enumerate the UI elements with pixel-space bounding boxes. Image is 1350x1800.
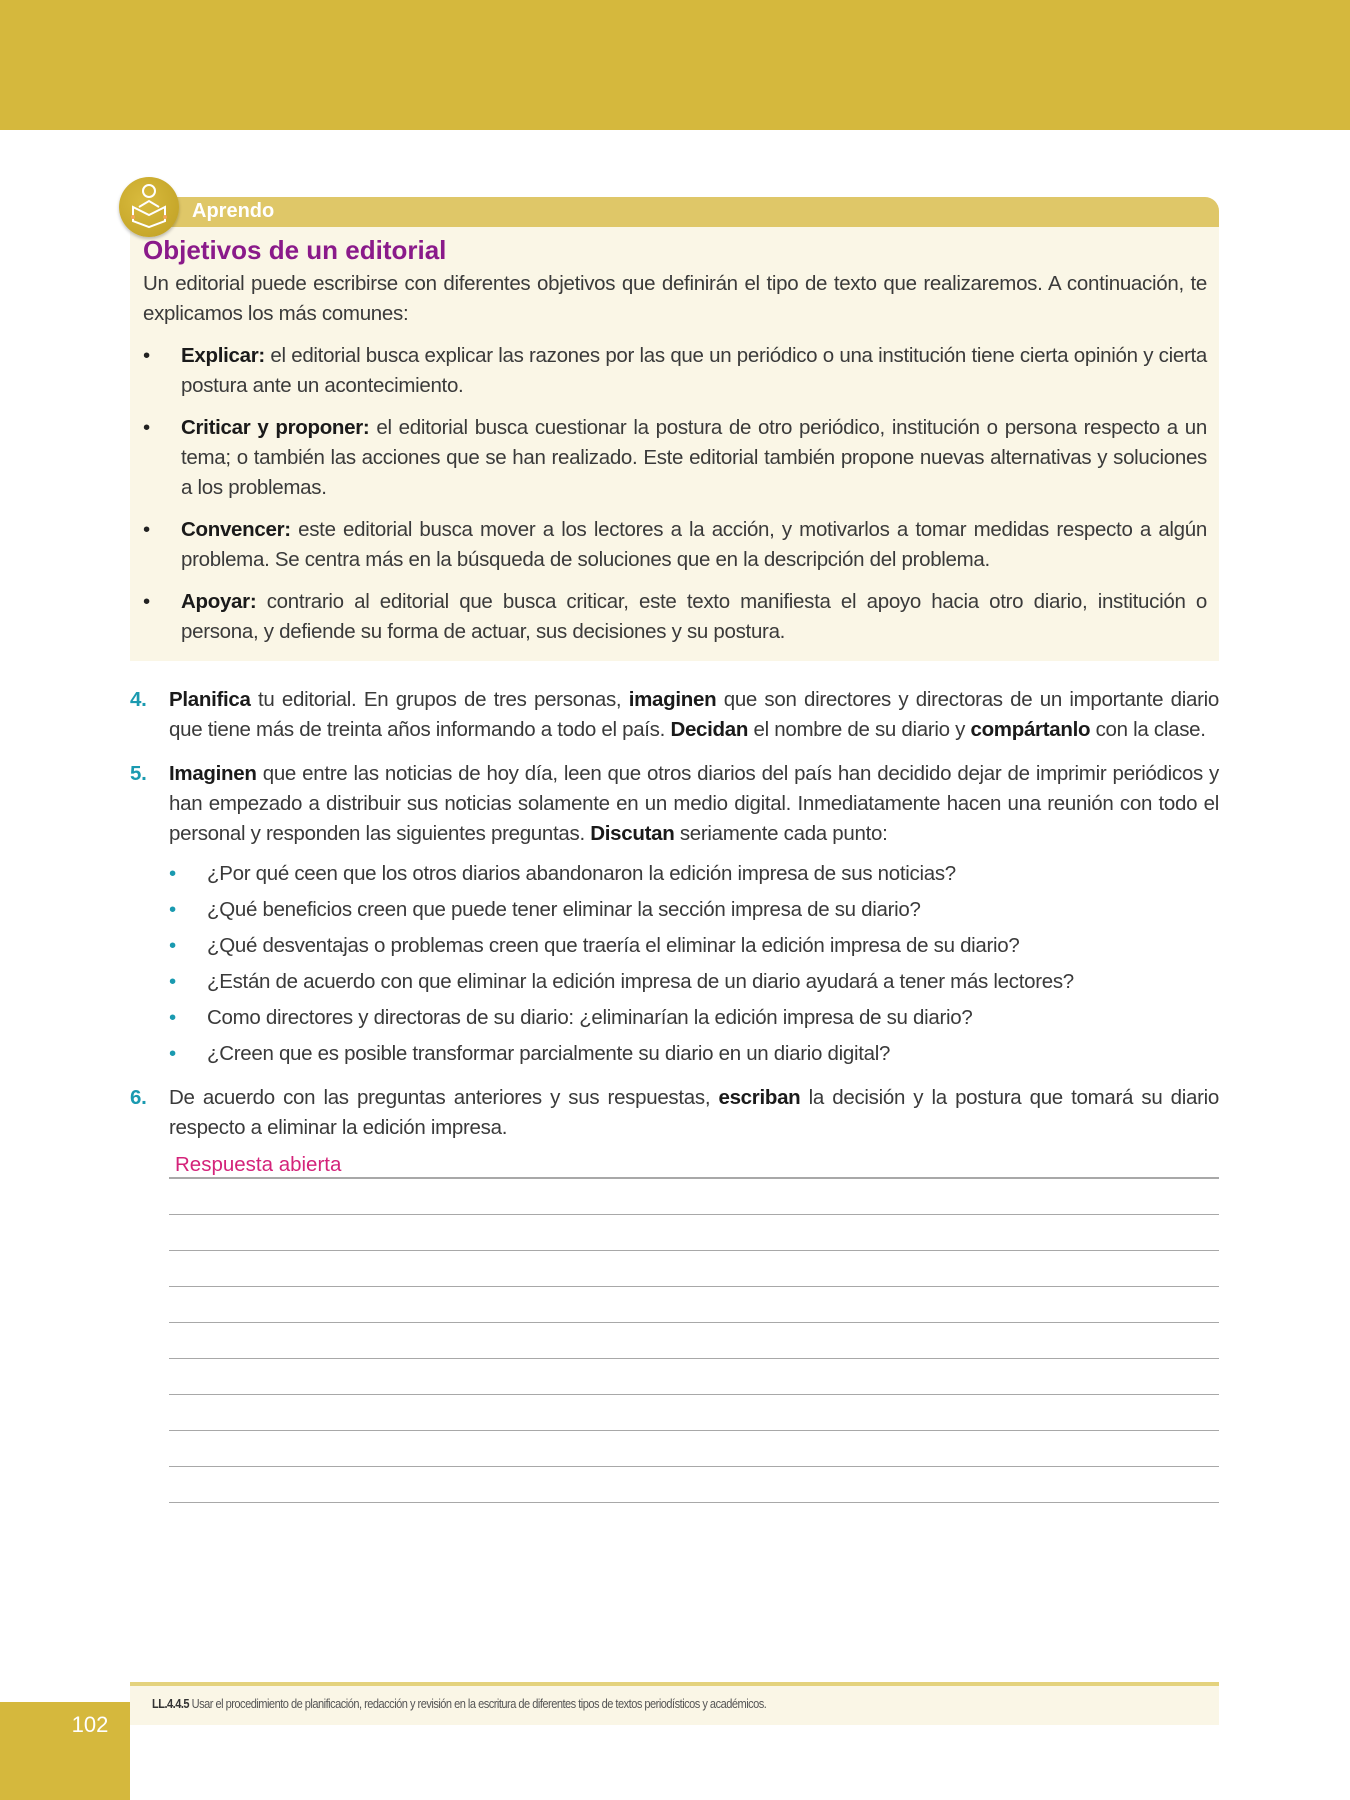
objective-text <box>181 416 1207 499</box>
objective-item: • Apoyar: contrario al editorial que busca criticar, este texto manifiesta el apoyo hacia otro diario, institución o persona, y defiende su forma de actuar, sus decisiones y su postura. <box>143 590 1207 643</box>
activity-4 <box>130 685 1219 745</box>
objective-item: • Convencer: este editorial busca mover a los lectores a la acción, y motivarlos a tomar medidas respecto a algún problema. Se centra más en la búsqueda de soluciones que en la descripción del problema. <box>143 518 1207 571</box>
objective-item: • Criticar y proponer: el editorial busca cuestionar la postura de otro periódico, institución o persona respecto a un tema; o también las acciones que se han realizado. Este editorial también propone nuevas alternativas y soluciones a los problemas. <box>143 416 1208 499</box>
activity-6 <box>130 1083 1219 1143</box>
bold-keyword: Criticar y proponer: <box>181 416 370 439</box>
objective-text <box>181 344 1207 397</box>
activity-text <box>169 688 1219 741</box>
answer-lines[interactable] <box>169 1177 1219 1538</box>
bold-keyword: Decidan <box>670 718 749 741</box>
answer-line[interactable] <box>169 1466 1219 1502</box>
question-item: • ¿Creen que es posible transformar parcialmente su diario en un diario digital? <box>169 1042 891 1065</box>
page-number: 102 <box>71 1712 109 1737</box>
activity-text <box>169 1086 1219 1139</box>
answer-text[interactable]: Respuesta abierta <box>175 1153 342 1176</box>
answer-line[interactable] <box>169 1286 1219 1322</box>
skill-criterion <box>152 1696 766 1711</box>
answer-line[interactable] <box>169 1322 1219 1358</box>
section-label: Aprendo <box>192 200 275 222</box>
answer-line[interactable] <box>169 1430 1219 1466</box>
activity-number: 6. <box>130 1086 147 1109</box>
bold-keyword: Discutan <box>590 822 675 845</box>
activity-text <box>169 762 1219 845</box>
text-run: el nombre de su diario y <box>748 718 971 741</box>
answer-line[interactable] <box>169 1358 1219 1394</box>
answer-line[interactable] <box>169 1502 1219 1538</box>
top-band <box>0 0 1350 130</box>
text-run: con la clase. <box>1090 718 1206 741</box>
aprendo-box <box>130 227 1219 661</box>
objective-text <box>181 590 1207 643</box>
bold-keyword: Apoyar: <box>181 590 257 613</box>
aprendo-header-bar <box>130 197 1219 227</box>
text-run: que son directores y directoras de un importante diario que tiene más de treinta años informando a todo el país. <box>169 688 1219 741</box>
bold-keyword: Planifica <box>169 688 251 711</box>
activity-number: 4. <box>130 688 147 711</box>
bold-keyword: compártanlo <box>970 718 1091 741</box>
bold-keyword: escriban <box>718 1086 801 1109</box>
text-run: contrario al editorial que busca criticar, este texto manifiesta el apoyo hacia otro diario, institución o persona, y defiende su forma de actuar, sus decisiones y su postura. <box>181 590 1207 643</box>
text-run: este editorial busca mover a los lectores a la acción, y motivarlos a tomar medidas respecto a algún problema. Se centra más en la búsqueda de soluciones que en la descripción del problema. <box>181 518 1207 571</box>
text-run: la decisión y la postura que tomará su diario respecto a eliminar la edición impresa. <box>169 1086 1219 1139</box>
activity-number: 5. <box>130 762 147 785</box>
bold-keyword: Imaginen <box>169 762 257 785</box>
answer-line[interactable] <box>169 1178 1219 1214</box>
answer-line[interactable] <box>169 1250 1219 1286</box>
intro-paragraph: Un editorial puede escribirse con diferentes objetivos que definirán el tipo de texto que realizaremos. A continuación, te explicamos los más comunes: <box>143 272 1207 325</box>
bold-keyword: Convencer: <box>181 518 291 541</box>
question-item: • ¿Qué desventajas o problemas creen que traería el eliminar la edición impresa de su diario? <box>169 934 1020 957</box>
objective-item: • Explicar: el editorial busca explicar las razones por las que un periódico o una institución tiene cierta opinión y cierta postura ante un acontecimiento. <box>143 344 1207 397</box>
answer-line[interactable] <box>169 1214 1219 1250</box>
text-run: que entre las noticias de hoy día, leen que otros diarios del país han decidido dejar de imprimir periódicos y han empezado a distribuir sus noticias solamente en un medio digital. Inmediatamente hacen una reunión con todo el personal y responden las siguientes preguntas. <box>169 762 1219 845</box>
text-run: seriamente cada punto: <box>674 822 888 845</box>
answer-line[interactable] <box>169 1394 1219 1430</box>
bold-keyword: imaginen <box>628 688 717 711</box>
objectives-list <box>143 341 1207 647</box>
skill-description: Usar el procedimiento de planificación, redacción y revisión en la escritura de diferentes tipos de textos periodísticos y académicos. <box>189 1696 767 1711</box>
text-run: el editorial busca explicar las razones por las que un periódico o una institución tiene cierta opinión y cierta postura ante un acontecimiento. <box>181 344 1207 397</box>
question-item: • ¿Están de acuerdo con que eliminar la edición impresa de un diario ayudará a tener más lectores? <box>169 970 1074 993</box>
question-list <box>169 859 1219 1069</box>
question-item: • ¿Qué beneficios creen que puede tener eliminar la sección impresa de su diario? <box>169 898 921 921</box>
skill-code: LL.4.4.5 <box>152 1696 190 1711</box>
reader-book-icon <box>119 177 179 237</box>
text-run: el editorial busca cuestionar la postura de otro periódico, institución o persona respecto a un tema; o también las acciones que se han realizado. Este editorial también propone nuevas alternativas y soluciones a los problemas. <box>181 416 1208 499</box>
text-run: De acuerdo con las preguntas anteriores y sus respuestas, <box>169 1086 719 1109</box>
question-item: • Como directores y directoras de su diario: ¿eliminarían la edición impresa de su diario? <box>169 1006 973 1029</box>
question-item: • ¿Por qué ceen que los otros diarios abandonaron la edición impresa de sus noticias? <box>169 862 956 885</box>
text-run: tu editorial. En grupos de tres personas, <box>250 688 629 711</box>
section-title: Objetivos de un editorial <box>143 235 447 265</box>
bold-keyword: Explicar: <box>181 344 265 367</box>
objective-text <box>181 518 1207 571</box>
activity-5 <box>130 759 1219 849</box>
page-content <box>130 197 1219 1538</box>
